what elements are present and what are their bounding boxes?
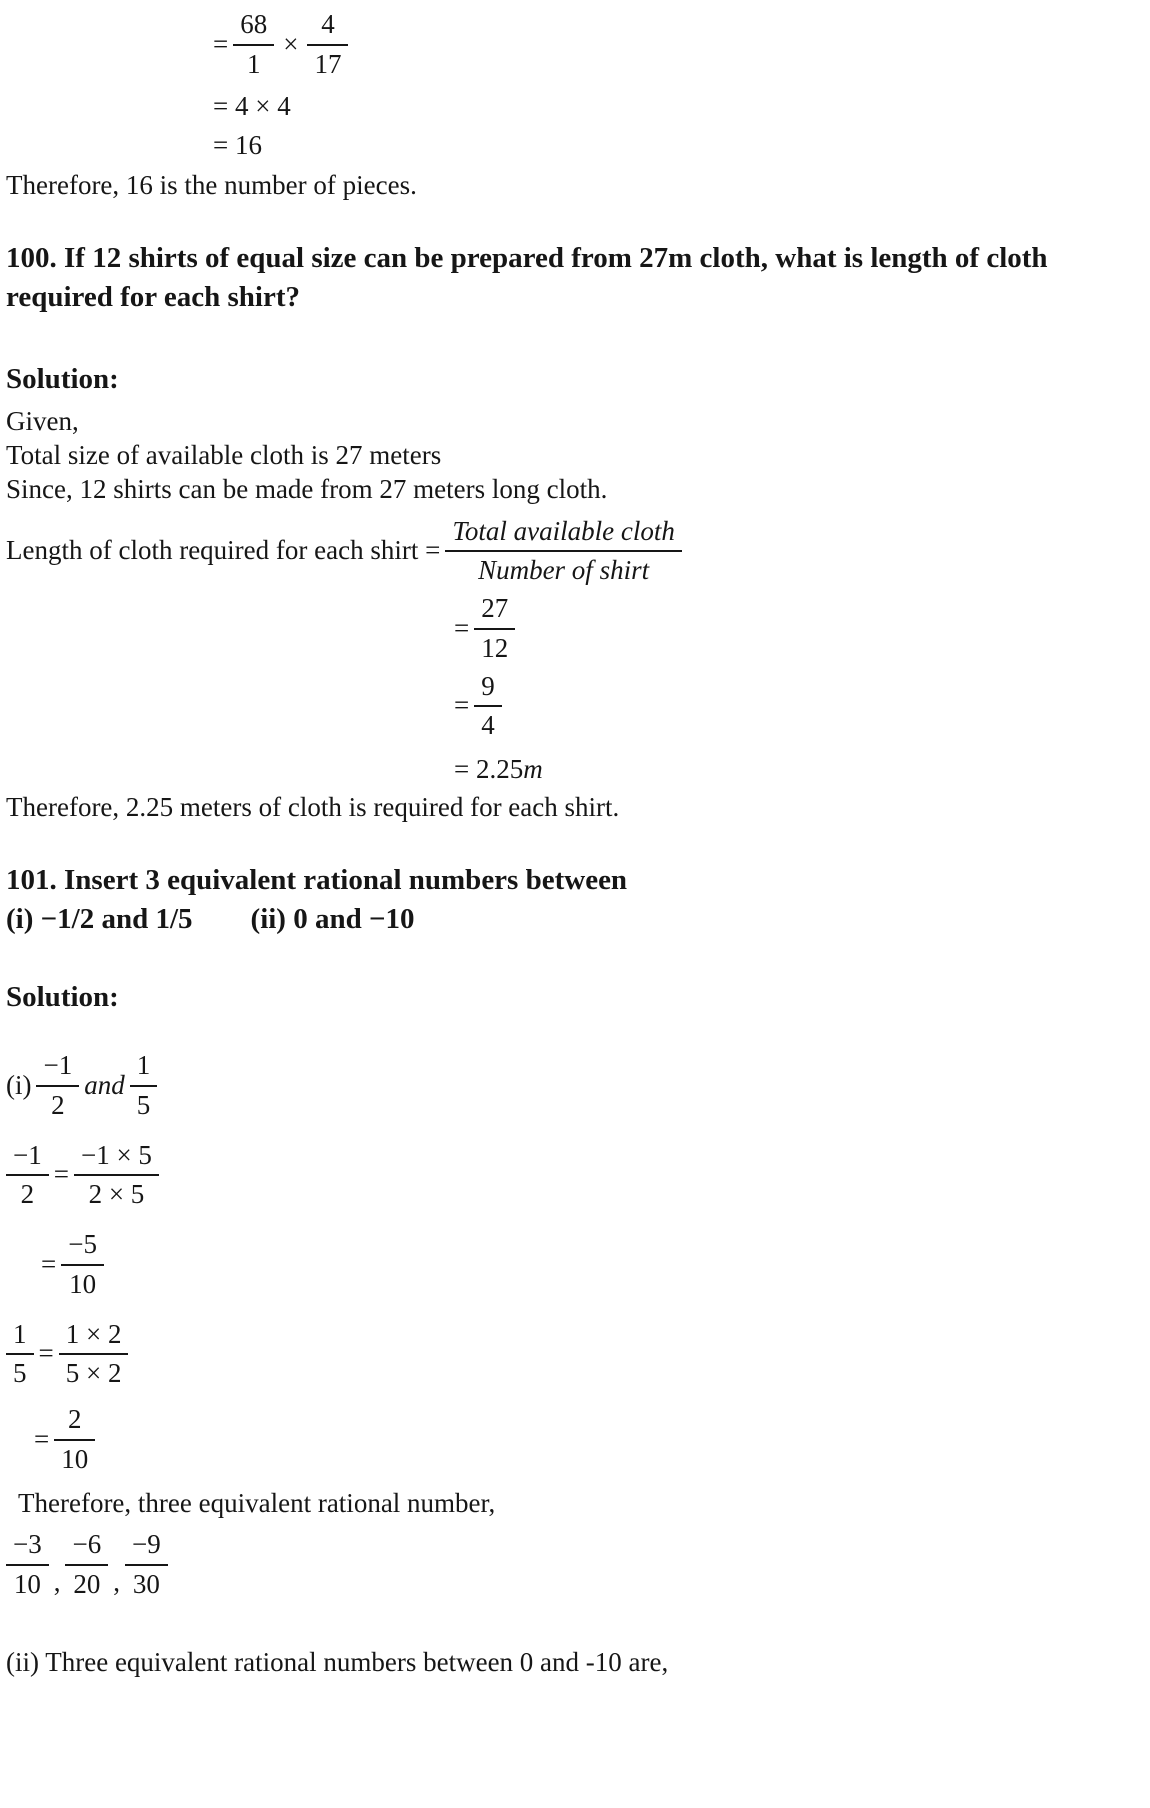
given-label: Given, [6, 406, 79, 437]
question-101-heading-line2 [6, 900, 1140, 939]
part-ii-lead-text: (ii) Three equivalent rational numbers between 0 and -10 are, [6, 1646, 669, 1677]
fraction: $\frac{\text{Total available cloth}}{\text{Number of shirt}}$ [445, 515, 682, 589]
comma: , [113, 1567, 120, 1598]
fraction: $\frac{1}{5}$ [130, 1049, 158, 1123]
equals-sign: = [213, 28, 229, 59]
fraction: $\frac{-5}{10}$ [61, 1228, 104, 1302]
part-i-line [6, 1049, 1140, 1123]
conclusion-text: Therefore, 2.25 meters of cloth is required for each shirt. [6, 791, 620, 822]
equation-line [213, 8, 1140, 82]
and-word: and [84, 1069, 125, 1100]
comma: , [53, 1567, 61, 1598]
fraction: $\frac{2}{10}$ [54, 1403, 95, 1477]
solution-label: Solution: [6, 363, 119, 396]
multiply-sign: × [283, 28, 299, 59]
question-101-heading [6, 861, 1140, 939]
equation-line [6, 1139, 1140, 1213]
statement-line: Since, 12 shirts can be made from 27 meters long cloth. [6, 473, 608, 504]
unit-symbol: m [523, 754, 543, 785]
conclusion-text: Therefore, 16 is the number of pieces. [6, 170, 417, 200]
fraction: $\frac{-1 \times 5}{2 \times 5}$ [74, 1139, 159, 1213]
fraction: $\frac{-1}{2}$ [6, 1139, 49, 1213]
statement-line: Total size of available cloth is 27 meters [6, 440, 442, 471]
conclusion-text: Therefore, three equivalent rational number, [18, 1487, 496, 1518]
fraction: $\frac{-3}{10}$ [6, 1528, 49, 1602]
fraction: $\frac{-6}{20}$ [65, 1528, 108, 1602]
equals-sign: = [454, 612, 470, 643]
equals-sign: = [454, 690, 470, 721]
question-101-part-i: (i) −1/2 and 1/5 [6, 902, 193, 935]
equals-sign: = [38, 1338, 54, 1369]
fraction: $\frac{4}{17}$ [307, 8, 348, 82]
equals-sign: = [34, 1423, 50, 1454]
fraction: $\frac{9}{4}$ [474, 670, 502, 744]
equation-line [34, 1403, 1140, 1477]
equation-line [454, 592, 1140, 666]
formula-lead-text: Length of cloth required for each shirt = [6, 535, 441, 566]
fraction: $\frac{27}{12}$ [474, 592, 515, 666]
equation-line [454, 670, 1140, 744]
fraction: $\frac{-1}{2}$ [36, 1049, 79, 1123]
fraction: $\frac{68}{1}$ [233, 8, 274, 82]
equation-line [41, 1228, 1140, 1302]
question-101-part-ii: (ii) 0 and −10 [250, 902, 415, 935]
equation-line [454, 753, 1140, 787]
equation-line: = 16 [213, 130, 262, 161]
solution-label: Solution: [6, 980, 119, 1013]
equation-line: = 4 × 4 [213, 90, 291, 121]
result-value: = 2.25 [454, 754, 524, 785]
answers-line [6, 1528, 1140, 1602]
fraction: $\frac{1 \times 2}{5 \times 2}$ [59, 1318, 129, 1392]
question-101-heading-line1: 101. Insert 3 equivalent rational numbers between [6, 863, 628, 896]
equation-line [6, 1318, 1140, 1392]
fraction: $\frac{1}{5}$ [6, 1318, 34, 1392]
formula-line [6, 515, 1140, 589]
fraction: $\frac{-9}{30}$ [125, 1528, 168, 1602]
equals-sign: = [41, 1248, 57, 1279]
question-100-heading: 100. If 12 shirts of equal size can be prepared from 27m cloth, what is length of cloth required for each shirt? [6, 241, 1048, 313]
equals-sign: = [53, 1159, 69, 1190]
part-i-label: (i) [6, 1069, 32, 1100]
